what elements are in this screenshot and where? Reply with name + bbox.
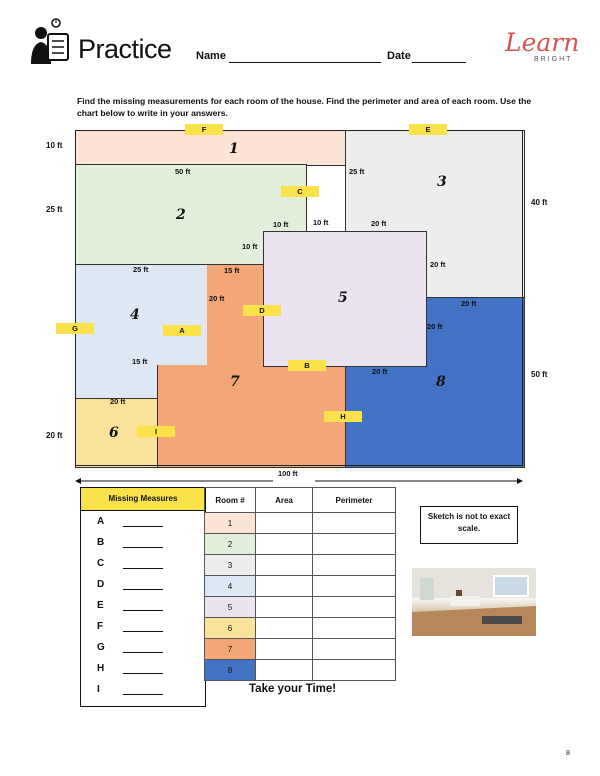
date-field[interactable] [412,62,466,63]
room-number-cell: 8 [205,660,256,681]
column-header: Area [256,488,313,513]
room-number: 4 [130,307,140,323]
room-row [205,555,396,576]
room-number: 3 [437,174,447,190]
answer-line[interactable] [123,600,163,611]
unknown-label-c: C [281,186,319,197]
missing-letter: A [97,516,105,527]
measurement: 20 ft [110,397,126,406]
room-number: 7 [230,374,240,390]
instructions: Find the missing measurements for each room of the house. Find the perimeter and area of each room. Use the chart below to write in your answers. [77,96,532,118]
perimeter-cell[interactable] [313,513,396,534]
area-cell[interactable] [256,534,313,555]
practice-icon [30,18,74,68]
area-cell[interactable] [256,555,313,576]
missing-measures-header: Missing Measures [81,488,205,511]
room-number-cell: 4 [205,576,256,597]
room-number-cell: 1 [205,513,256,534]
perimeter-cell[interactable] [313,597,396,618]
missing-letter: D [97,579,105,590]
measurement: 20 ft [209,294,225,303]
measurement: 10 ft [273,220,289,229]
area-cell[interactable] [256,660,313,681]
perimeter-cell[interactable] [313,534,396,555]
unknown-label-d: D [243,305,281,316]
area-cell[interactable] [256,639,313,660]
date-label: Date [387,50,411,62]
room-row [205,576,396,597]
missing-row [81,511,205,532]
room-photo [412,568,536,636]
missing-letter: F [97,621,104,632]
logo-subtitle: BRIGHT [534,56,573,63]
measurement: 20 ft [427,322,443,331]
room-number: 6 [109,425,119,441]
area-cell[interactable] [256,513,313,534]
measurement: 20 ft [46,431,63,440]
missing-row [81,553,205,574]
missing-letter: B [97,537,105,548]
column-header: Perimeter [313,488,396,513]
measurement: 40 ft [531,198,548,207]
missing-letter: H [97,663,105,674]
measurement: 20 ft [430,260,446,269]
room-number: 2 [176,207,186,223]
missing-row [81,637,205,658]
area-cell[interactable] [256,618,313,639]
name-field[interactable] [229,62,381,63]
missing-measures-table [80,487,206,707]
measurement: 10 ft [46,141,63,150]
measurement: 10 ft [313,218,329,227]
missing-row [81,595,205,616]
answer-line[interactable] [123,516,163,527]
perimeter-cell[interactable] [313,660,396,681]
unknown-label-h: H [324,411,362,422]
measurement: 20 ft [372,367,388,376]
measurement: 25 ft [133,265,149,274]
answer-line[interactable] [123,642,163,653]
measurement: 100 ft [278,469,298,478]
room-row [205,660,396,681]
missing-row [81,574,205,595]
unknown-label-a: A [163,325,201,336]
unknown-label-e: E [409,124,447,135]
room-number: 8 [436,374,446,390]
measurement: 50 ft [175,167,191,176]
missing-letter: C [97,558,105,569]
room-row [205,618,396,639]
measurement: 20 ft [461,299,477,308]
room-number-cell: 6 [205,618,256,639]
room-table [204,487,396,681]
missing-letter: I [97,684,100,695]
logo: Learn [505,28,580,57]
area-cell[interactable] [256,597,313,618]
measurement: 15 ft [224,266,240,275]
measurement: 50 ft [531,370,548,379]
plan-outline [75,130,523,466]
missing-row [81,658,205,679]
room-row [205,597,396,618]
page-title: Practice [78,34,172,64]
room-row [205,513,396,534]
column-header: Room # [205,488,256,513]
room-number-cell: 7 [205,639,256,660]
page-number: 8 [566,750,570,757]
room-number-cell: 2 [205,534,256,555]
footer-text: Take your Time! [249,683,337,695]
room-row [205,639,396,660]
perimeter-cell[interactable] [313,639,396,660]
room-number-cell: 5 [205,597,256,618]
measurement: 15 ft [132,357,148,366]
measurement: 20 ft [371,219,387,228]
perimeter-cell[interactable] [313,618,396,639]
unknown-label-i: I [137,426,175,437]
answer-line[interactable] [123,537,163,548]
measurement: 25 ft [46,205,63,214]
floor-plan [75,130,523,466]
answer-line[interactable] [123,684,163,695]
missing-letter: E [97,600,104,611]
measurement: 25 ft [349,167,365,176]
scale-note: Sketch is not to exact scale. [420,506,518,544]
unknown-label-b: B [288,360,326,371]
perimeter-cell[interactable] [313,555,396,576]
area-cell[interactable] [256,576,313,597]
missing-row [81,532,205,553]
room-number: 1 [229,141,239,157]
room-number-cell: 3 [205,555,256,576]
width-arrow [75,473,523,483]
missing-row [81,679,205,700]
missing-letter: G [97,642,105,653]
answer-line[interactable] [123,663,163,674]
answer-line[interactable] [123,621,163,632]
room-row [205,534,396,555]
missing-row [81,616,205,637]
room-number: 5 [338,290,348,306]
answer-line[interactable] [123,579,163,590]
measurement: 10 ft [242,242,258,251]
unknown-label-f: F [185,124,223,135]
unknown-label-g: G [56,323,94,334]
perimeter-cell[interactable] [313,576,396,597]
answer-line[interactable] [123,558,163,569]
name-label: Name [196,50,226,62]
